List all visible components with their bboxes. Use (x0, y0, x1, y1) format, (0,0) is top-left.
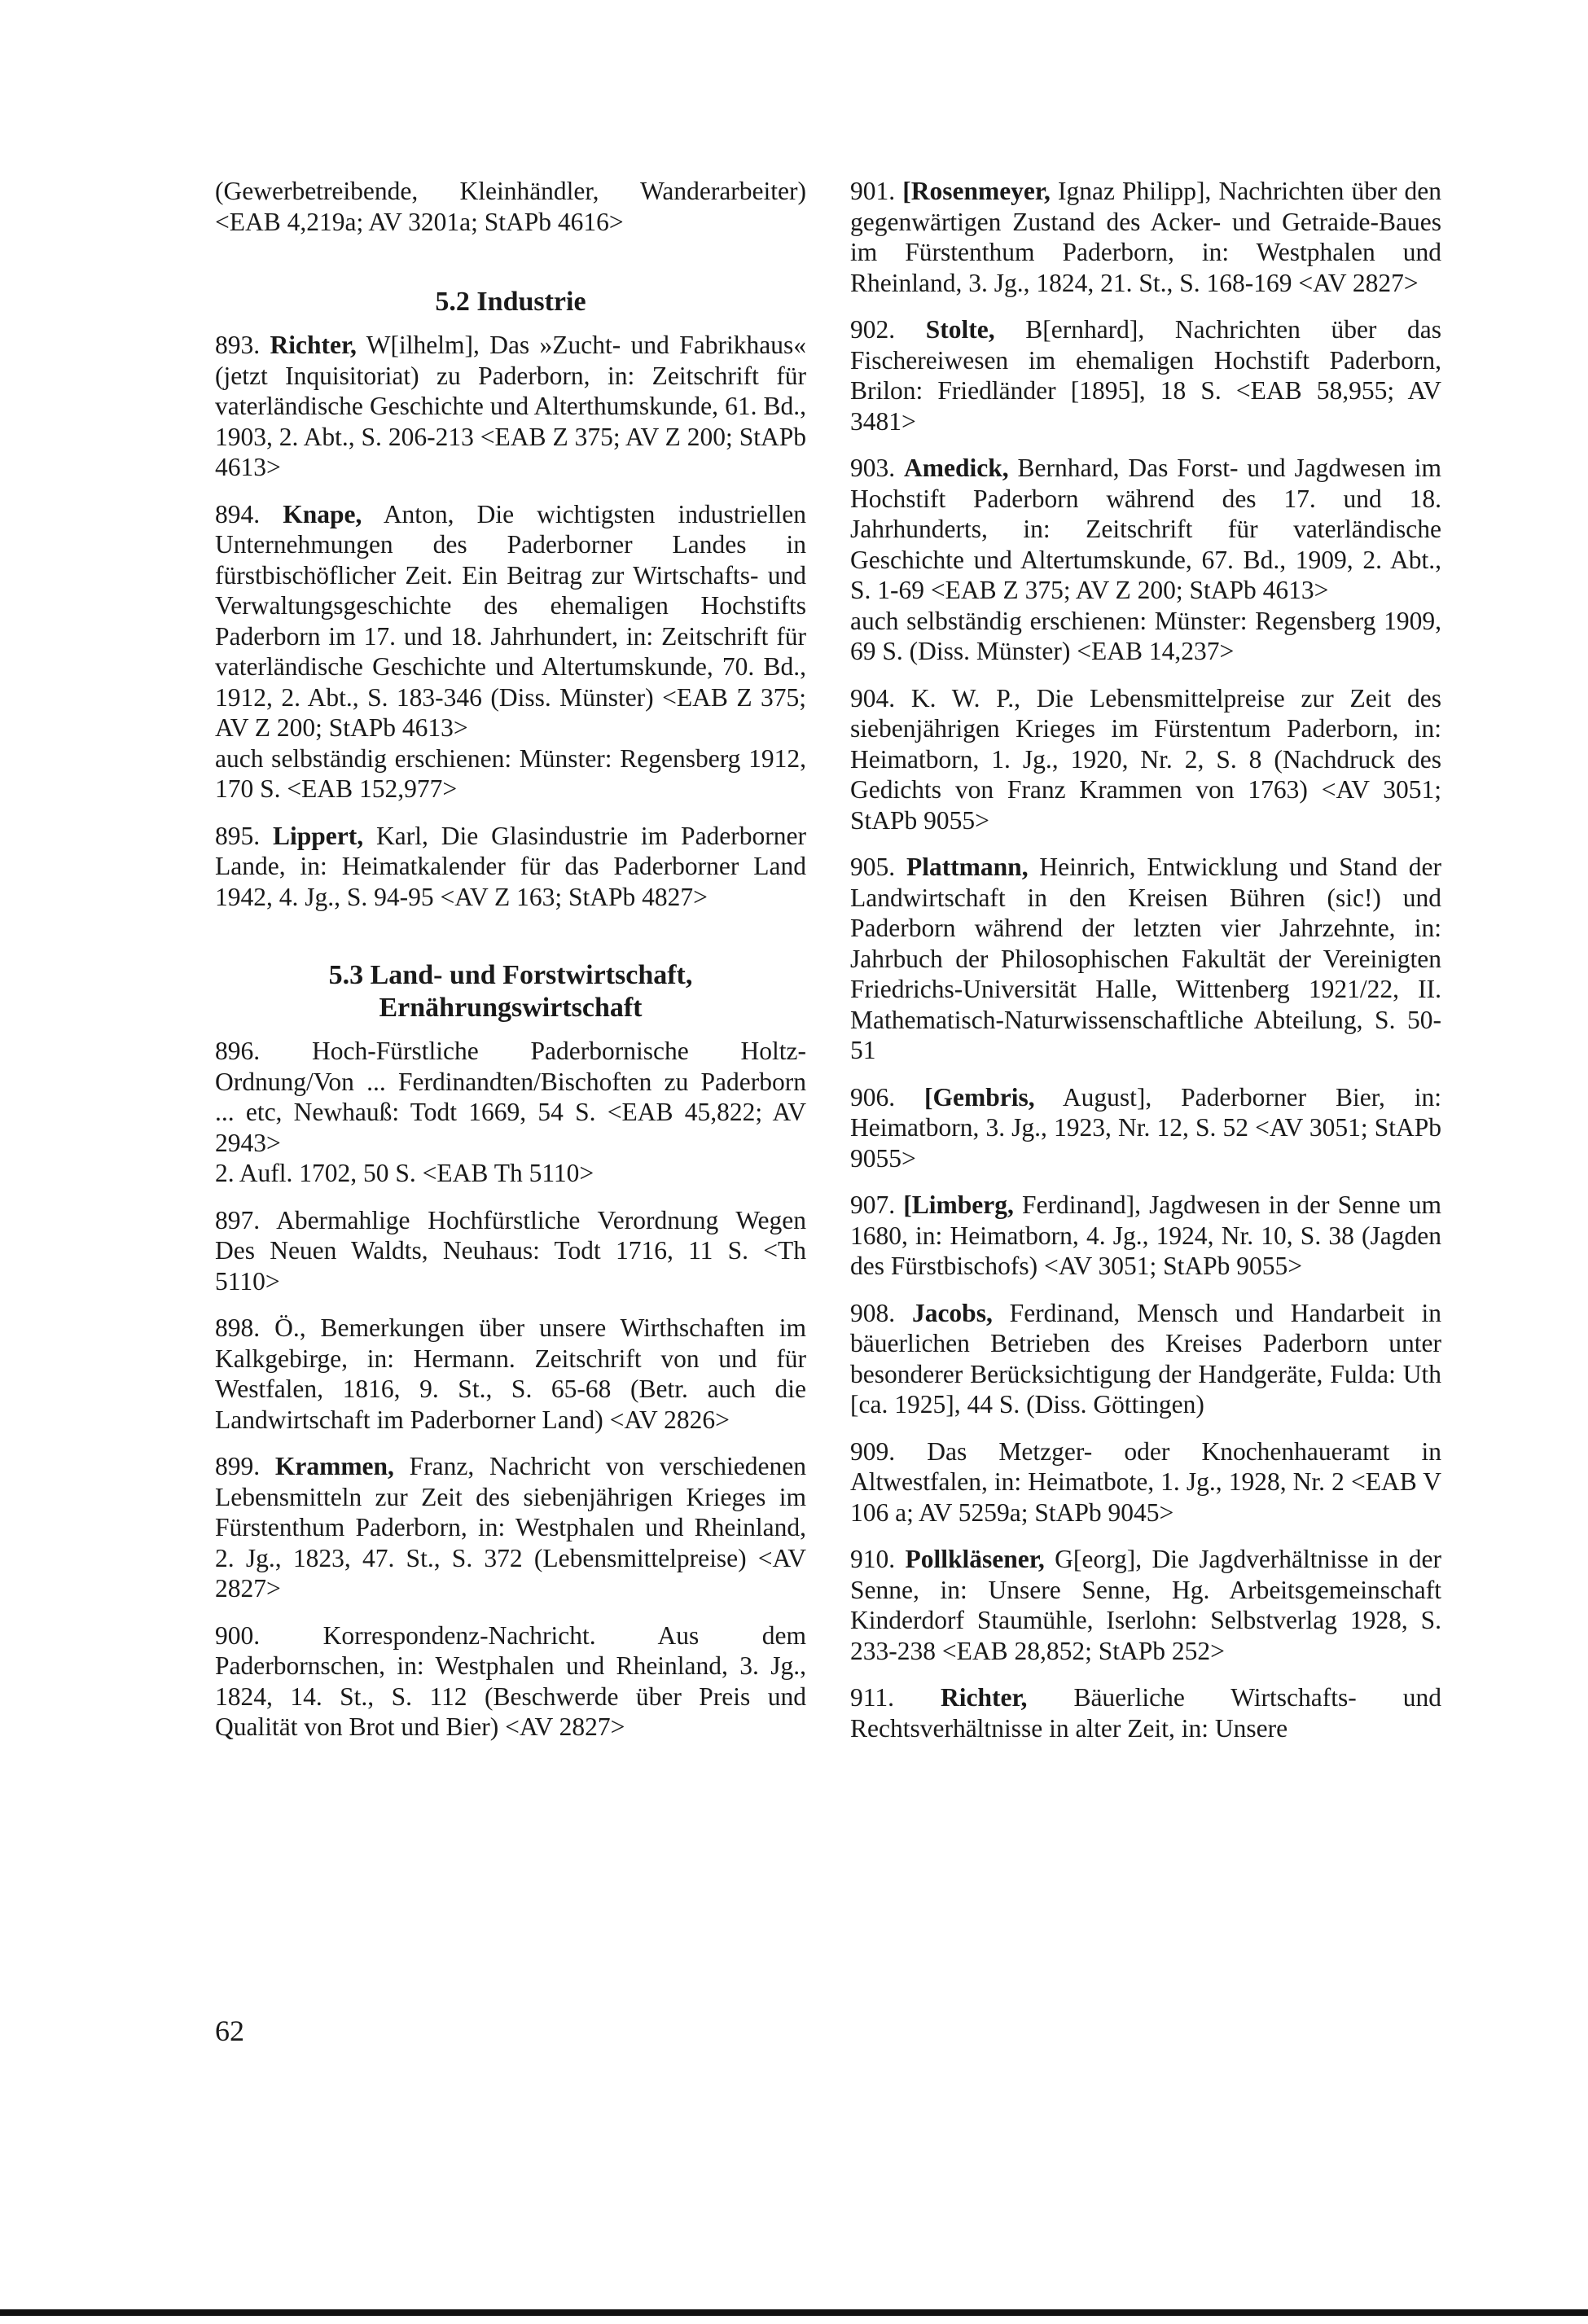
entry-number: 909. (850, 1436, 896, 1466)
bib-entry-910 (850, 1544, 1441, 1666)
entry-extra: auch selbständig erschienen: Münster: Regensberg 1909, 69 S. (Diss. Münster) <EAB 14,237> (850, 606, 1441, 665)
bib-entry-901 (850, 176, 1441, 298)
entry-text: Karl, Die Glasindustrie im Paderborner Lande, in: Heimatkalender für das Paderborner Land 1942, 4. Jg., S. 94-95 <AV Z 163; StAPb 4827> (215, 821, 806, 911)
entry-number: 904. (850, 683, 896, 713)
bib-entry-906 (850, 1082, 1441, 1174)
entry-author: Pollkläsener, (905, 1545, 1045, 1573)
entry-text: W[ilhelm], Das »Zucht- und Fabrikhaus« (jetzt Inquisitoriat) zu Paderborn, in: Zeitschrift für vaterländische Geschichte und Alterthumskunde, 61. Bd., 1903, 2. Abt., S. 206-213 <EAB Z 375; AV Z 200; StAPb 4613> (215, 331, 806, 481)
entry-author: Stolte, (925, 315, 995, 344)
entry-text: Bernhard, Das Forst- und Jagdwesen im Hochstift Paderborn während des 17. und 18. Jahrhunderts, in: Zeitschrift für vaterländische Geschichte und Altertumskunde, 67. Bd., 1909, 2. Abt., S. 1-69 <EAB Z 375; AV Z 200; StAPb 4613> (850, 454, 1442, 604)
entry-extra: 2. Aufl. 1702, 50 S. <EAB Th 5110> (215, 1159, 594, 1187)
entry-number: 894. (215, 499, 261, 528)
entry-number: 903. (850, 454, 896, 482)
entry-text: Das Metzger- oder Knochenhaueramt in Altwestfalen, in: Heimatbote, 1. Jg., 1928, Nr. 2 <EAB V 106 a; AV 5259a; StAPb 9045> (850, 1436, 1441, 1527)
entry-number: 910. (850, 1545, 896, 1573)
entry-number: 901. (850, 177, 896, 205)
entry-text: Abermahlige Hochfürstliche Verordnung Wegen Des Neuen Waldts, Neuhaus: Todt 1716, 11 S. <Th 5110> (215, 1205, 807, 1296)
entry-number: 907. (850, 1191, 896, 1219)
entry-author: Amedick, (903, 454, 1009, 482)
entry-text: Ö., Bemerkungen über unsere Wirthschaften im Kalkgebirge, in: Hermann. Zeitschrift von und für Westfalen, 1816, 9. St., S. 65-68 (Betr. auch die Landwirtschaft im Paderborner Land) <AV 2826> (215, 1313, 807, 1434)
bib-entry-903 (850, 453, 1441, 667)
bib-entry-895 (215, 821, 806, 913)
section-heading-line-2: Ernährungswirtschaft (379, 993, 643, 1023)
entry-text: Ignaz Philipp], Nachrichten über den gegenwärtigen Zustand des Acker- und Getraide-Baues im Fürstenthum Paderborn, in: Westphalen und Rheinland, 3. Jg., 1824, 21. St., S. 168-169 <AV 2827> (850, 177, 1442, 297)
entry-text: Bäuerliche Wirtschafts- und Rechtsverhältnisse in alter Zeit, in: Unsere (850, 1683, 1441, 1743)
entry-number: 902. (850, 315, 896, 344)
bib-entry-898 (215, 1313, 806, 1435)
bib-entry-907 (850, 1190, 1441, 1282)
entry-text: Korrespondenz-Nachricht. Aus dem Paderbornschen, in: Westphalen und Rheinland, 3. Jg., 1824, 14. St., S. 112 (Beschwerde über Preis und Qualität von Brot und Bier) <AV 2827> (215, 1620, 806, 1741)
entry-number: 900. (215, 1620, 261, 1650)
entry-text: Heinrich, Entwicklung und Stand der Landwirtschaft in den Kreisen Bühren (sic!) und Paderborn während der letzten vier Jahrzehnte, in: Jahrbuch der Philosophischen Fakultät der Vereinigten Friedrichs-Universität Halle, Wittenberg 1921/22, II. Mathematisch-Naturwissenschaftliche Abteilung, S. 50-51 (850, 853, 1441, 1064)
entry-text: Hoch-Fürstliche Paderbornische Holtz-Ordnung/Von ... Ferdinandten/Bischoften zu Paderborn ... etc, Newhauß: Todt 1669, 54 S. <EAB 45,822; AV 2943> (215, 1037, 806, 1157)
entry-number: 906. (850, 1082, 896, 1112)
entry-number: 905. (850, 853, 896, 881)
section-heading-line-1: 5.3 Land- und Forstwirtschaft, (328, 960, 693, 990)
entry-author: Lippert, (273, 821, 364, 850)
left-column (215, 176, 806, 1759)
bib-entry-904 (850, 683, 1441, 836)
bib-entry-894 (215, 499, 806, 805)
entry-number: 896. (215, 1037, 261, 1065)
bib-entry-899 (215, 1451, 806, 1604)
section-heading-land (215, 959, 806, 1024)
entry-text: B[ernhard], Nachrichten über das Fischereiwesen im ehemaligen Hochstift Paderborn, Brilon: Friedländer [1895], 18 S. <EAB 58,955; AV 3481> (850, 315, 1442, 436)
page-number: 62 (215, 2015, 244, 2047)
entry-author: Krammen, (274, 1452, 394, 1480)
entry-number: 897. (215, 1205, 261, 1234)
entry-text: K. W. P., Die Lebensmittelpreise zur Zeit des siebenjährigen Krieges im Fürstentum Paderborn, in: Heimatborn, 1. Jg., 1920, Nr. 2, S. 8 (Nachdruck des Gedichts von Franz Krammen von 1763) <AV 3051; StAPb 9055> (850, 683, 1441, 835)
entry-author: [Rosenmeyer, (902, 177, 1051, 205)
entry-text: Ferdinand], Jagdwesen in der Senne um 1680, in: Heimatborn, 4. Jg., 1924, Nr. 10, S. 38 (Jagden des Fürstbischofs) <AV 3051; StAPb 9055> (850, 1191, 1441, 1280)
bib-entry-911 (850, 1682, 1441, 1743)
entry-author: Plattmann, (906, 853, 1029, 881)
bib-entry-897 (215, 1205, 806, 1297)
entry-author: [Gembris, (924, 1082, 1035, 1112)
bottom-rule (0, 2309, 1588, 2316)
entry-text: August], Paderborner Bier, in: Heimatborn, 3. Jg., 1923, Nr. 12, S. 52 <AV 3051; StAPb 9055> (850, 1082, 1442, 1173)
bib-entry-902 (850, 314, 1441, 436)
entry-text: G[eorg], Die Jagdverhältnisse in der Senne, in: Unsere Senne, Hg. Arbeitsgemeinschaft Kinderdorf Staumühle, Iserlohn: Selbstverlag 1928, S. 233-238 <EAB 28,852; StAPb 252> (850, 1545, 1442, 1665)
entry-author: Richter, (270, 331, 357, 359)
entry-number: 899. (215, 1452, 261, 1480)
entry-author: Richter, (940, 1683, 1028, 1712)
entry-author: Jacobs, (911, 1298, 993, 1327)
entry-text: Ferdinand, Mensch und Handarbeit in bäuerlichen Betrieben des Kreises Paderborn unter besonderer Berücksichtigung der Handgeräte, Fulda: Uth [ca. 1925], 44 S. (Diss. Göttingen) (850, 1298, 1441, 1419)
bib-entry-893 (215, 330, 806, 483)
entry-number: 893. (215, 331, 261, 359)
entry-author: [Limberg, (903, 1191, 1014, 1219)
entry-number: 908. (850, 1298, 896, 1327)
continuation-entry: (Gewerbetreibende, Kleinhändler, Wanderarbeiter) <EAB 4,219a; AV 3201a; StAPb 4616> (215, 177, 806, 236)
entry-extra: auch selbständig erschienen: Münster: Regensberg 1912, 170 S. <EAB 152,977> (215, 743, 806, 803)
bib-entry-909 (850, 1436, 1441, 1528)
bib-entry-896 (215, 1036, 806, 1189)
section-heading-industrie: 5.2 Industrie (435, 287, 586, 317)
entry-author: Knape, (283, 499, 362, 528)
entry-text: Anton, Die wichtigsten industriellen Unternehmungen des Paderborner Landes in fürstbischöflicher Zeit. Ein Beitrag zur Wirtschafts- und Verwaltungsgeschichte des ehemaligen Hochstifts Paderborn im 17. und 18. Jahrhundert, in: Zeitschrift für vaterländische Geschichte und Altertumskunde, 70. Bd., 1912, 2. Abt., S. 183-346 (Diss. Münster) <EAB Z 375; AV Z 200; StAPb 4613> (215, 499, 806, 742)
right-column (850, 176, 1441, 1760)
entry-number: 911. (850, 1683, 894, 1712)
entry-text: Franz, Nachricht von verschiedenen Lebensmitteln zur Zeit des siebenjährigen Krieges im Fürstenthum Paderborn, in: Westphalen und Rheinland, 2. Jg., 1823, 47. St., S. 372 (Lebensmittelpreise) <AV 2827> (215, 1452, 806, 1603)
entry-number: 895. (215, 821, 261, 850)
bib-entry-900 (215, 1620, 806, 1743)
bib-entry-905 (850, 852, 1441, 1066)
entry-number: 898. (215, 1313, 261, 1342)
bib-entry-908 (850, 1298, 1441, 1420)
